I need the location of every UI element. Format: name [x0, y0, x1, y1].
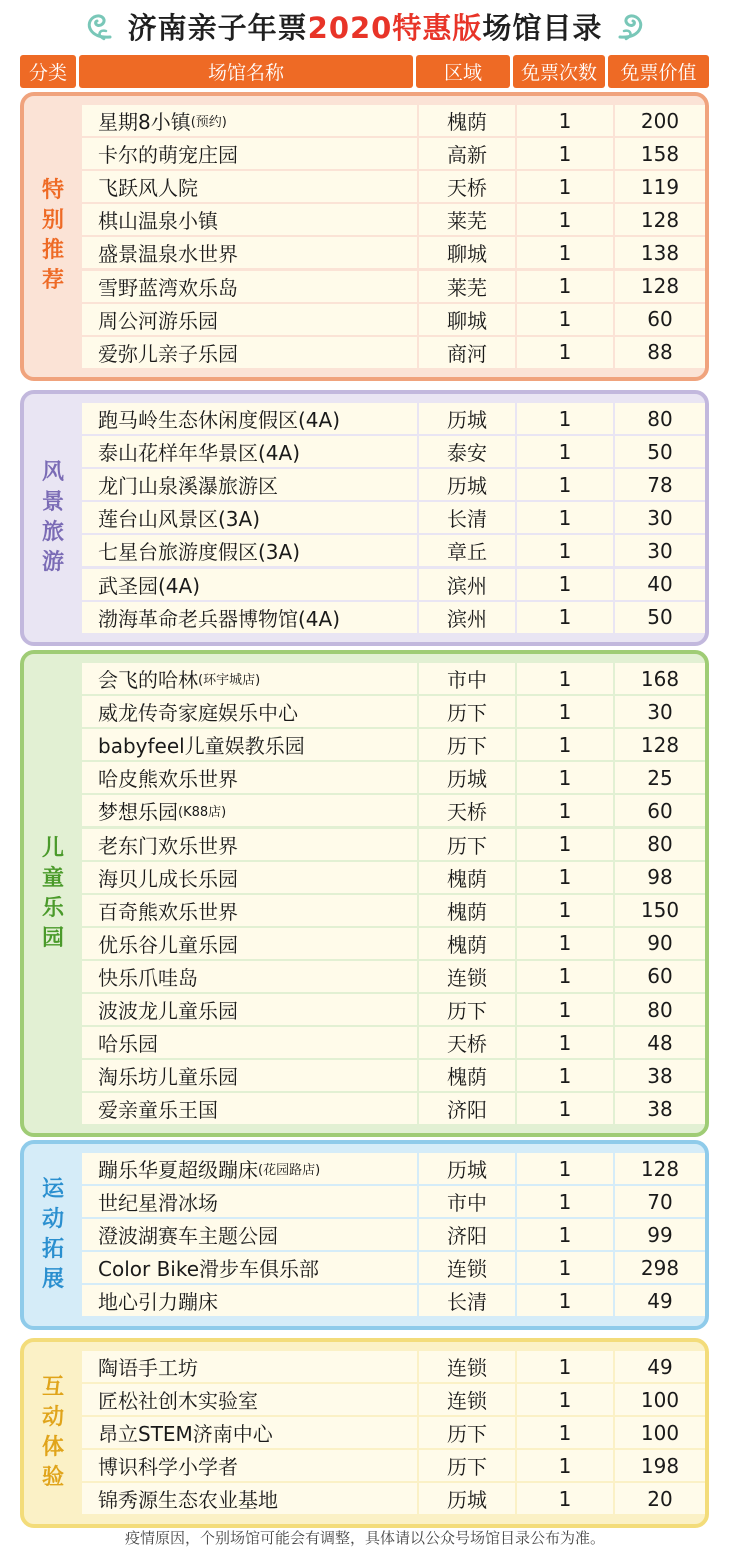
free-count: 1: [517, 1219, 613, 1250]
venue-area: 天桥: [419, 1027, 515, 1058]
venue-area: 长清: [419, 1285, 515, 1316]
free-value: 128: [615, 204, 705, 235]
free-value: 198: [615, 1450, 705, 1481]
venue-name-cell: [82, 795, 417, 826]
free-count: 1: [517, 696, 613, 727]
venue-area: 历城: [419, 1153, 515, 1184]
venue-name-cell: [82, 237, 417, 268]
venue-area: 商河: [419, 337, 515, 368]
venue-name: 跑马岭生态休闲度假区(4A): [98, 408, 341, 432]
venue-area: 连锁: [419, 1351, 515, 1382]
category-char: 验: [41, 1464, 64, 1490]
table-row: [82, 663, 697, 694]
venue-area: 连锁: [419, 961, 515, 992]
table-row: [82, 696, 697, 727]
venue-name: 周公河游乐园: [98, 308, 218, 333]
venue-name: 梦想乐园: [98, 800, 178, 825]
free-count: 1: [517, 337, 613, 368]
free-count: 1: [517, 602, 613, 633]
venue-name: 哈乐园: [98, 1032, 158, 1057]
table-row: [82, 729, 697, 760]
venue-area: 历下: [419, 729, 515, 760]
free-count: 1: [517, 1027, 613, 1058]
table-row: [82, 204, 697, 235]
table-row: [82, 1483, 697, 1514]
venue-name-cell: [82, 436, 417, 467]
table-row: [82, 502, 697, 533]
table-row: [82, 535, 697, 566]
free-count: 1: [517, 1384, 613, 1415]
table-row: [82, 569, 697, 600]
free-value: 80: [615, 829, 705, 860]
venue-name-cell: [82, 1483, 417, 1514]
free-value: 80: [615, 403, 705, 434]
free-value: 30: [615, 502, 705, 533]
venue-name: 盛景温泉水世界: [98, 242, 238, 267]
venue-name: 七星台旅游度假区(3A): [98, 540, 301, 565]
free-value: 200: [615, 105, 705, 136]
free-count: 1: [517, 469, 613, 500]
free-count: 1: [517, 171, 613, 202]
venue-area: 连锁: [419, 1384, 515, 1415]
table-row: [82, 895, 697, 926]
table-row: [82, 171, 697, 202]
free-value: 128: [615, 729, 705, 760]
venue-area: 历下: [419, 696, 515, 727]
venue-area: 历城: [419, 469, 515, 500]
category-char: 展: [41, 1266, 64, 1292]
venue-name: 雪野蓝湾欢乐岛: [98, 275, 238, 300]
free-value: 25: [615, 762, 705, 793]
section-0: [20, 92, 709, 381]
free-value: 90: [615, 928, 705, 959]
free-value: 30: [615, 535, 705, 566]
table-row: [82, 795, 697, 826]
venue-area: 长清: [419, 502, 515, 533]
venue-name-cell: [82, 1219, 417, 1250]
free-count: 1: [517, 895, 613, 926]
table-row: [82, 1252, 697, 1283]
venue-name: 哈皮熊欢乐世界: [98, 767, 238, 792]
venue-note: (环宇城店): [198, 673, 261, 688]
venue-name-cell: [82, 469, 417, 500]
table-row: [82, 1153, 697, 1184]
venue-name-cell: [82, 1450, 417, 1481]
free-value: 150: [615, 895, 705, 926]
free-value: 100: [615, 1384, 705, 1415]
venue-name-cell: [82, 1060, 417, 1091]
header-value: 免票价值: [608, 55, 709, 88]
table-row: [82, 1219, 697, 1250]
venue-name: babyfeel儿童娱教乐园: [98, 734, 305, 759]
free-value: 100: [615, 1417, 705, 1448]
table-row: [82, 237, 697, 268]
venue-name-cell: [82, 304, 417, 335]
category-char: 游: [41, 549, 64, 575]
category-char: 互: [41, 1374, 64, 1400]
table-row: [82, 1351, 697, 1382]
free-count: 1: [517, 237, 613, 268]
venue-area: 泰安: [419, 436, 515, 467]
venue-name-cell: [82, 1153, 417, 1184]
free-count: 1: [517, 436, 613, 467]
venue-name: 泰山花样年华景区(4A): [98, 441, 301, 466]
table-row: [82, 1285, 697, 1316]
venue-name: 博识科学小学者: [98, 1455, 238, 1480]
section-2: [20, 650, 709, 1137]
swirl-ornament-right-icon: [614, 9, 648, 43]
free-count: 1: [517, 1351, 613, 1382]
free-value: 168: [615, 663, 705, 694]
free-value: 138: [615, 237, 705, 268]
free-value: 38: [615, 1093, 705, 1124]
free-count: 1: [517, 204, 613, 235]
free-value: 20: [615, 1483, 705, 1514]
table-row: [82, 762, 697, 793]
category-char: 特: [41, 178, 64, 204]
venue-name: 老东门欢乐世界: [98, 833, 238, 858]
venue-area: 聊城: [419, 304, 515, 335]
venue-area: 历城: [419, 1483, 515, 1514]
venue-name: 锦秀源生态农业基地: [98, 1488, 278, 1513]
free-count: 1: [517, 1417, 613, 1448]
table-row: [82, 602, 697, 633]
free-value: 38: [615, 1060, 705, 1091]
section-rows: [82, 663, 697, 1126]
venue-name: 百奇熊欢乐世界: [98, 899, 238, 924]
category-char: 运: [41, 1176, 64, 1202]
table-row: [82, 271, 697, 302]
free-value: 98: [615, 862, 705, 893]
free-value: 78: [615, 469, 705, 500]
category-char: 动: [41, 1206, 64, 1232]
venue-name: 澄波湖赛车主题公园: [98, 1224, 278, 1249]
venue-area: 滨州: [419, 602, 515, 633]
free-count: 1: [517, 862, 613, 893]
free-value: 70: [615, 1186, 705, 1217]
venue-name: 莲台山风景区(3A): [98, 507, 261, 532]
free-count: 1: [517, 1186, 613, 1217]
venue-note: (K88店): [178, 805, 227, 821]
free-value: 60: [615, 961, 705, 992]
category-char: 别: [41, 208, 64, 234]
venue-area: 历城: [419, 403, 515, 434]
footer-note: 疫情原因，个别场馆可能会有调整，具体请以公众号场馆目录公布为准。: [124, 1529, 605, 1547]
table-row: [82, 1384, 697, 1415]
venue-name-cell: [82, 138, 417, 169]
category-label: [24, 1144, 82, 1326]
venue-name-cell: [82, 663, 417, 694]
venue-name-cell: [82, 403, 417, 434]
table-row: [82, 403, 697, 434]
venue-area: 历下: [419, 1417, 515, 1448]
table-row: [82, 436, 697, 467]
venue-area: 天桥: [419, 171, 515, 202]
venue-area: 槐荫: [419, 105, 515, 136]
free-count: 1: [517, 1450, 613, 1481]
table-row: [82, 1450, 697, 1481]
header-count: 免票次数: [513, 55, 605, 88]
venue-name-cell: [82, 105, 417, 136]
venue-name: 会飞的哈林: [98, 668, 198, 692]
category-label: [24, 1342, 82, 1524]
venue-name-cell: [82, 895, 417, 926]
venue-name-cell: [82, 1027, 417, 1058]
venue-name: 龙门山泉溪瀑旅游区: [98, 474, 278, 499]
table-row: [82, 1186, 697, 1217]
free-count: 1: [517, 928, 613, 959]
venue-name-cell: [82, 1417, 417, 1448]
free-value: 60: [615, 795, 705, 826]
venue-name-cell: [82, 337, 417, 368]
venue-name: 波波龙儿童乐园: [98, 999, 238, 1023]
venue-name: 昂立STEM济南中心: [98, 1422, 273, 1447]
free-count: 1: [517, 535, 613, 566]
venue-area: 槐荫: [419, 1060, 515, 1091]
venue-note: (预约): [190, 115, 227, 130]
venue-name-cell: [82, 535, 417, 566]
table-row: [82, 961, 697, 992]
free-count: 1: [517, 663, 613, 694]
venue-name-cell: [82, 1093, 417, 1124]
venue-area: 槐荫: [419, 862, 515, 893]
category-char: 体: [41, 1434, 64, 1460]
title-suffix: 场馆目录: [482, 10, 603, 45]
free-count: 1: [517, 1093, 613, 1124]
free-count: 1: [517, 105, 613, 136]
venue-name: 蹦乐华夏超级蹦床: [98, 1158, 258, 1182]
venue-note: (花园路店): [258, 1163, 321, 1178]
venue-area: 天桥: [419, 795, 515, 826]
free-value: 40: [615, 569, 705, 600]
free-count: 1: [517, 1285, 613, 1316]
table-row: [82, 1417, 697, 1448]
venue-name-cell: [82, 696, 417, 727]
venue-name: 威龙传奇家庭娱乐中心: [98, 701, 298, 726]
venue-name-cell: [82, 569, 417, 600]
category-char: 童: [41, 865, 64, 891]
table-row: [82, 138, 697, 169]
section-rows: [82, 1153, 697, 1319]
category-char: 园: [41, 925, 64, 951]
header-name: 场馆名称: [79, 55, 413, 88]
venue-name: 卡尔的萌宠庄园: [98, 143, 238, 168]
venue-area: 槐荫: [419, 895, 515, 926]
section-rows: [82, 105, 697, 370]
venue-name: 爱亲童乐王国: [98, 1098, 218, 1123]
venue-area: 历下: [419, 994, 515, 1025]
venue-area: 聊城: [419, 237, 515, 268]
free-value: 48: [615, 1027, 705, 1058]
venue-name-cell: [82, 1351, 417, 1382]
free-count: 1: [517, 403, 613, 434]
category-char: 乐: [41, 895, 64, 921]
venue-name: 海贝儿成长乐园: [98, 866, 238, 891]
venue-name-cell: [82, 1285, 417, 1316]
free-count: 1: [517, 994, 613, 1025]
venue-name: 淘乐坊儿童乐园: [98, 1065, 238, 1090]
venue-name-cell: [82, 762, 417, 793]
venue-name: 匠松社创木实验室: [98, 1389, 258, 1414]
venue-name: 爱弥儿亲子乐园: [98, 341, 238, 366]
free-count: 1: [517, 1483, 613, 1514]
free-value: 128: [615, 1153, 705, 1184]
venue-name-cell: [82, 602, 417, 633]
free-value: 128: [615, 271, 705, 302]
table-row: [82, 994, 697, 1025]
venue-name-cell: [82, 729, 417, 760]
venue-name-cell: [82, 1384, 417, 1415]
venue-name: 渤海革命老兵器博物馆(4A): [98, 606, 341, 631]
venue-name-cell: [82, 994, 417, 1025]
venue-area: 莱芜: [419, 271, 515, 302]
free-value: 158: [615, 138, 705, 169]
free-count: 1: [517, 1153, 613, 1184]
table-row: [82, 469, 697, 500]
category-char: 风: [41, 459, 64, 485]
venue-name-cell: [82, 862, 417, 893]
venue-name: 陶语手工坊: [98, 1356, 198, 1380]
table-row: [82, 304, 697, 335]
table-row: [82, 862, 697, 893]
page-title: [0, 4, 730, 48]
table-row: [82, 1093, 697, 1124]
section-1: [20, 390, 709, 646]
venue-area: 历下: [419, 829, 515, 860]
venue-area: 济阳: [419, 1219, 515, 1250]
venue-name-cell: [82, 1252, 417, 1283]
category-char: 儿: [41, 835, 64, 861]
table-row: [82, 1027, 697, 1058]
venue-name-cell: [82, 171, 417, 202]
table-row: [82, 928, 697, 959]
table-row: [82, 829, 697, 860]
free-value: 30: [615, 696, 705, 727]
table-row: [82, 105, 697, 136]
venue-name: 棋山温泉小镇: [98, 209, 218, 234]
free-count: 1: [517, 1060, 613, 1091]
venue-area: 市中: [419, 663, 515, 694]
category-char: 旅: [41, 519, 64, 545]
category-char: 拓: [41, 1236, 64, 1262]
section-4: [20, 1338, 709, 1528]
category-label: [24, 654, 82, 1133]
venue-name: 武圣园(4A): [98, 573, 201, 598]
venue-name-cell: [82, 829, 417, 860]
table-row: [82, 1060, 697, 1091]
free-count: 1: [517, 569, 613, 600]
header-area: 区域: [416, 55, 510, 88]
free-count: 1: [517, 729, 613, 760]
venue-area: 历城: [419, 762, 515, 793]
free-count: 1: [517, 762, 613, 793]
free-value: 298: [615, 1252, 705, 1283]
venue-area: 章丘: [419, 535, 515, 566]
venue-area: 莱芜: [419, 204, 515, 235]
venue-name: 世纪星滑冰场: [98, 1191, 218, 1216]
venue-area: 槐荫: [419, 928, 515, 959]
venue-name-cell: [82, 502, 417, 533]
free-count: 1: [517, 1252, 613, 1283]
free-value: 60: [615, 304, 705, 335]
title-prefix: 济南亲子年票: [127, 10, 308, 45]
free-value: 49: [615, 1285, 705, 1316]
header-category: 分类: [20, 55, 76, 88]
free-count: 1: [517, 271, 613, 302]
venue-name-cell: [82, 204, 417, 235]
venue-name: 星期8小镇: [98, 110, 191, 134]
category-char: 景: [41, 489, 64, 515]
section-3: [20, 1140, 709, 1330]
free-count: 1: [517, 961, 613, 992]
free-count: 1: [517, 502, 613, 533]
free-value: 49: [615, 1351, 705, 1382]
section-rows: [82, 403, 697, 635]
free-value: 50: [615, 436, 705, 467]
category-label: [24, 96, 82, 377]
venue-name: 飞跃风人院: [98, 176, 198, 201]
venue-area: 高新: [419, 138, 515, 169]
section-rows: [82, 1351, 697, 1517]
venue-area: 滨州: [419, 569, 515, 600]
free-count: 1: [517, 138, 613, 169]
category-char: 推: [41, 238, 64, 264]
venue-name-cell: [82, 928, 417, 959]
venue-name: Color Bike滑步车俱乐部: [98, 1257, 320, 1282]
category-char: 动: [41, 1404, 64, 1430]
venue-name-cell: [82, 961, 417, 992]
venue-name: 地心引力蹦床: [98, 1290, 218, 1315]
free-value: 119: [615, 171, 705, 202]
free-count: 1: [517, 304, 613, 335]
venue-name-cell: [82, 1186, 417, 1217]
free-count: 1: [517, 829, 613, 860]
category-char: 荐: [41, 268, 64, 294]
venue-name: 快乐爪哇岛: [98, 965, 198, 990]
venue-name-cell: [82, 271, 417, 302]
venue-area: 连锁: [419, 1252, 515, 1283]
free-value: 88: [615, 337, 705, 368]
free-value: 80: [615, 994, 705, 1025]
category-label: [24, 394, 82, 642]
title-accent: 2020特惠版: [307, 10, 483, 45]
free-value: 50: [615, 602, 705, 633]
venue-area: 历下: [419, 1450, 515, 1481]
free-value: 99: [615, 1219, 705, 1250]
venue-area: 市中: [419, 1186, 515, 1217]
free-count: 1: [517, 795, 613, 826]
swirl-ornament-left-icon: [82, 9, 116, 43]
venue-area: 济阳: [419, 1093, 515, 1124]
venue-name: 优乐谷儿童乐园: [98, 932, 238, 957]
table-row: [82, 337, 697, 368]
